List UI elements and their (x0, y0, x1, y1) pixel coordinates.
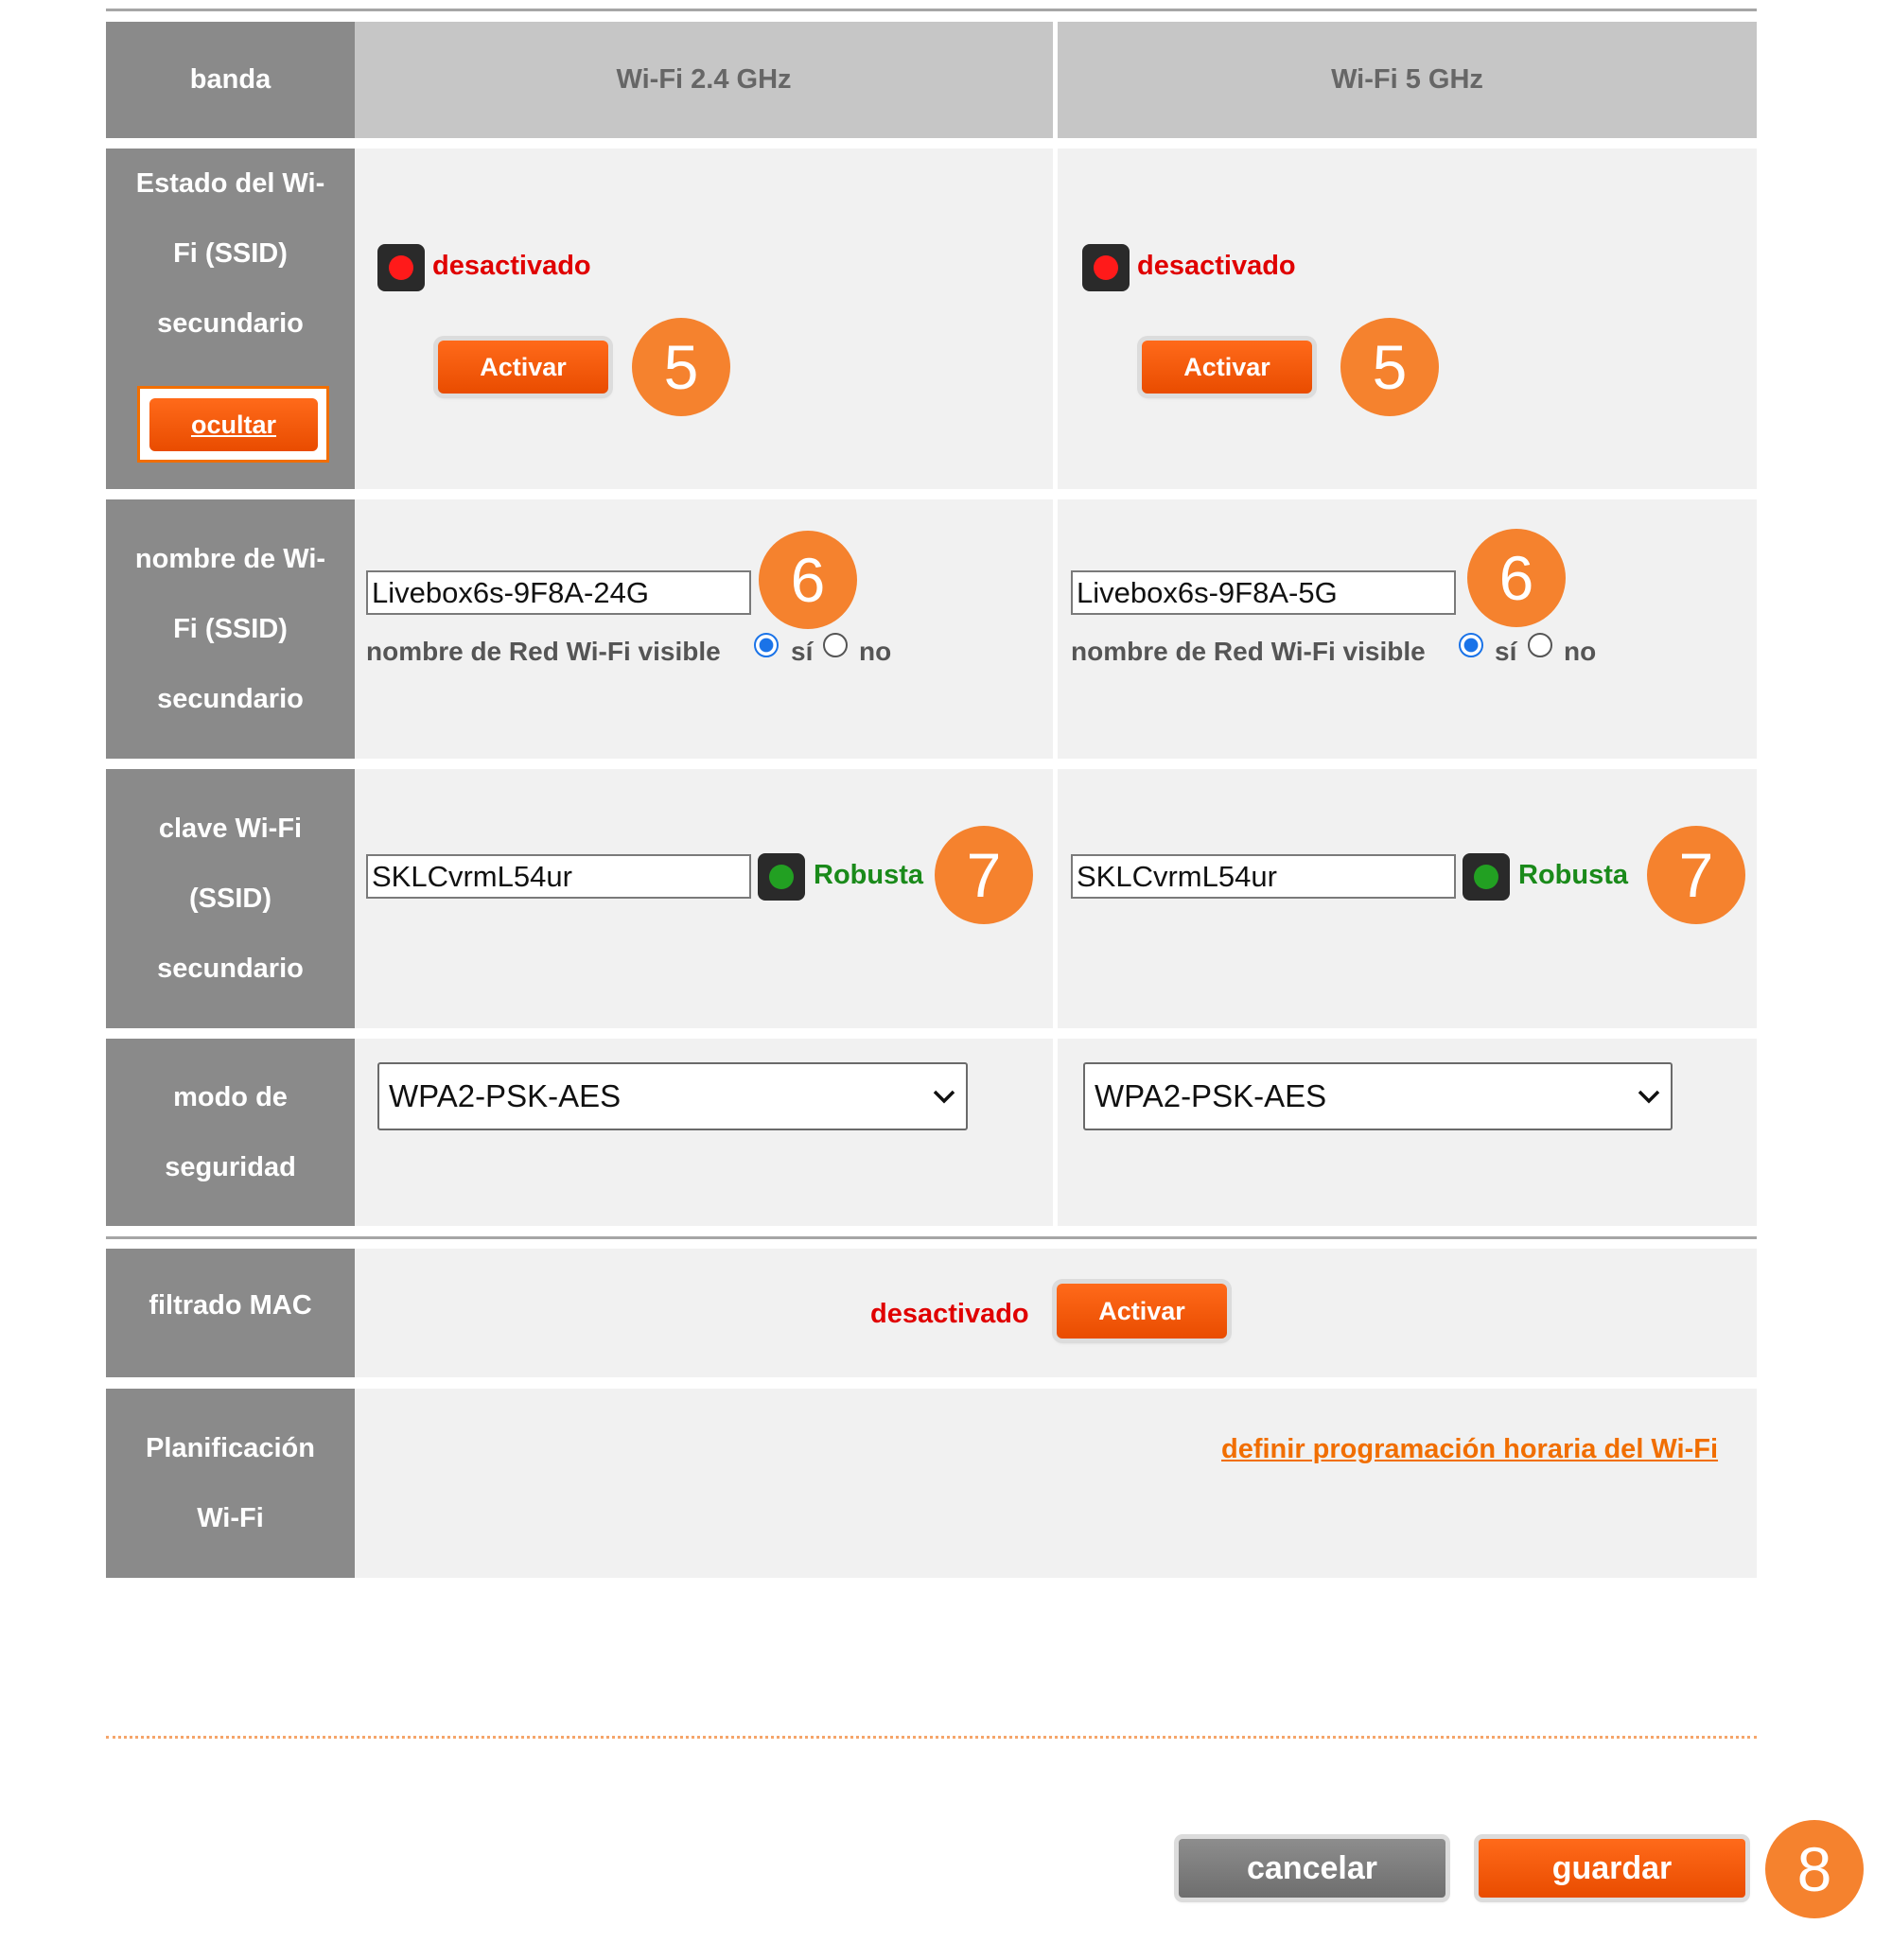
save-button[interactable]: guardar (1479, 1839, 1745, 1898)
nombre-label-line1: nombre de Wi- (134, 544, 326, 574)
mac-filter-status: desactivado (870, 1299, 1029, 1329)
step-badge-7-5ghz: 7 (1647, 826, 1745, 924)
estado-cell-5ghz (1058, 149, 1757, 489)
step-badge-5-5ghz: 5 (1340, 318, 1439, 416)
security-mode-value-5ghz: WPA2-PSK-AES (1095, 1078, 1327, 1113)
visible-no-label-24ghz: no (859, 637, 892, 666)
nombre-cell-24ghz (355, 499, 1053, 759)
band-header-24ghz: Wi-Fi 2.4 GHz (355, 22, 1053, 138)
red-led-icon (1082, 244, 1130, 291)
mac-filter-activate-button[interactable]: Activar (1057, 1284, 1227, 1339)
visible-yes-radio-24ghz[interactable] (754, 633, 779, 657)
green-led-icon (1463, 853, 1510, 901)
step-badge-7-24ghz: 7 (935, 826, 1033, 924)
green-led-icon (758, 853, 805, 901)
visible-yes-label-24ghz: sí (791, 637, 814, 666)
clave-label (106, 769, 355, 1028)
activate-button-24ghz[interactable]: Activar (438, 341, 608, 394)
ssid-input-24ghz[interactable]: Livebox6s-9F8A-24G (366, 570, 751, 615)
activate-button-5ghz[interactable]: Activar (1142, 341, 1312, 394)
status-text-24ghz: desactivado (432, 251, 591, 281)
chevron-down-icon (932, 1088, 956, 1105)
schedule-label (106, 1389, 355, 1578)
schedule-cell (355, 1389, 1757, 1578)
visible-yes-radio-5ghz[interactable] (1459, 633, 1483, 657)
modo-label-line2: seguridad (165, 1152, 296, 1182)
mac-filter-label: filtrado MAC (106, 1249, 355, 1377)
nombre-label (106, 499, 355, 759)
clave-cell-5ghz (1058, 769, 1757, 1028)
red-led-icon (377, 244, 425, 291)
top-divider (106, 9, 1757, 11)
band-header-5ghz: Wi-Fi 5 GHz (1058, 22, 1757, 138)
mac-filter-cell (355, 1249, 1757, 1377)
status-text-5ghz: desactivado (1137, 251, 1296, 281)
security-mode-select-5ghz[interactable] (1083, 1062, 1673, 1130)
chevron-down-icon (1637, 1088, 1661, 1105)
visible-no-radio-5ghz[interactable] (1528, 633, 1552, 657)
key-strength-24ghz: Robusta (814, 860, 923, 890)
visible-label-5ghz: nombre de Red Wi-Fi visible (1071, 637, 1426, 666)
schedule-link[interactable]: definir programación horaria del Wi-Fi (1221, 1434, 1719, 1464)
step-badge-6-5ghz: 6 (1467, 529, 1566, 627)
hide-button[interactable]: ocultar (149, 398, 318, 451)
modo-label (106, 1039, 355, 1226)
nombre-label-line3: secundario (157, 684, 304, 714)
visible-no-label-5ghz: no (1564, 637, 1597, 666)
estado-cell-24ghz (355, 149, 1053, 489)
nombre-cell-5ghz (1058, 499, 1757, 759)
key-input-5ghz[interactable]: SKLCvrmL54ur (1071, 854, 1456, 899)
visible-yes-label-5ghz: sí (1495, 637, 1517, 666)
security-mode-value-24ghz: WPA2-PSK-AES (389, 1078, 622, 1113)
band-label: banda (106, 22, 355, 138)
step-badge-5-24ghz: 5 (632, 318, 730, 416)
step-badge-6-24ghz: 6 (759, 531, 857, 629)
clave-label-line1: clave Wi-Fi (158, 814, 303, 844)
clave-label-line2: (SSID) (189, 884, 272, 914)
key-input-24ghz[interactable]: SKLCvrmL54ur (366, 854, 751, 899)
cancel-button[interactable]: cancelar (1179, 1839, 1445, 1898)
key-strength-5ghz: Robusta (1518, 860, 1628, 890)
security-mode-select-24ghz[interactable] (377, 1062, 968, 1130)
estado-label-line3: secundario (157, 308, 304, 339)
schedule-label-line2: Wi-Fi (197, 1503, 264, 1533)
estado-label-line2: Fi (SSID) (173, 238, 288, 269)
visible-no-radio-24ghz[interactable] (823, 633, 848, 657)
section-divider (106, 1236, 1757, 1239)
modo-label-line1: modo de (173, 1082, 288, 1112)
nombre-label-line2: Fi (SSID) (173, 614, 288, 644)
schedule-label-line1: Planificación (146, 1433, 315, 1463)
clave-label-line3: secundario (157, 954, 304, 984)
ssid-input-5ghz[interactable]: Livebox6s-9F8A-5G (1071, 570, 1456, 615)
step-badge-8: 8 (1765, 1820, 1864, 1918)
visible-label-24ghz: nombre de Red Wi-Fi visible (366, 637, 721, 666)
estado-label-line1: Estado del Wi- (135, 168, 325, 199)
dotted-separator (106, 1736, 1757, 1739)
